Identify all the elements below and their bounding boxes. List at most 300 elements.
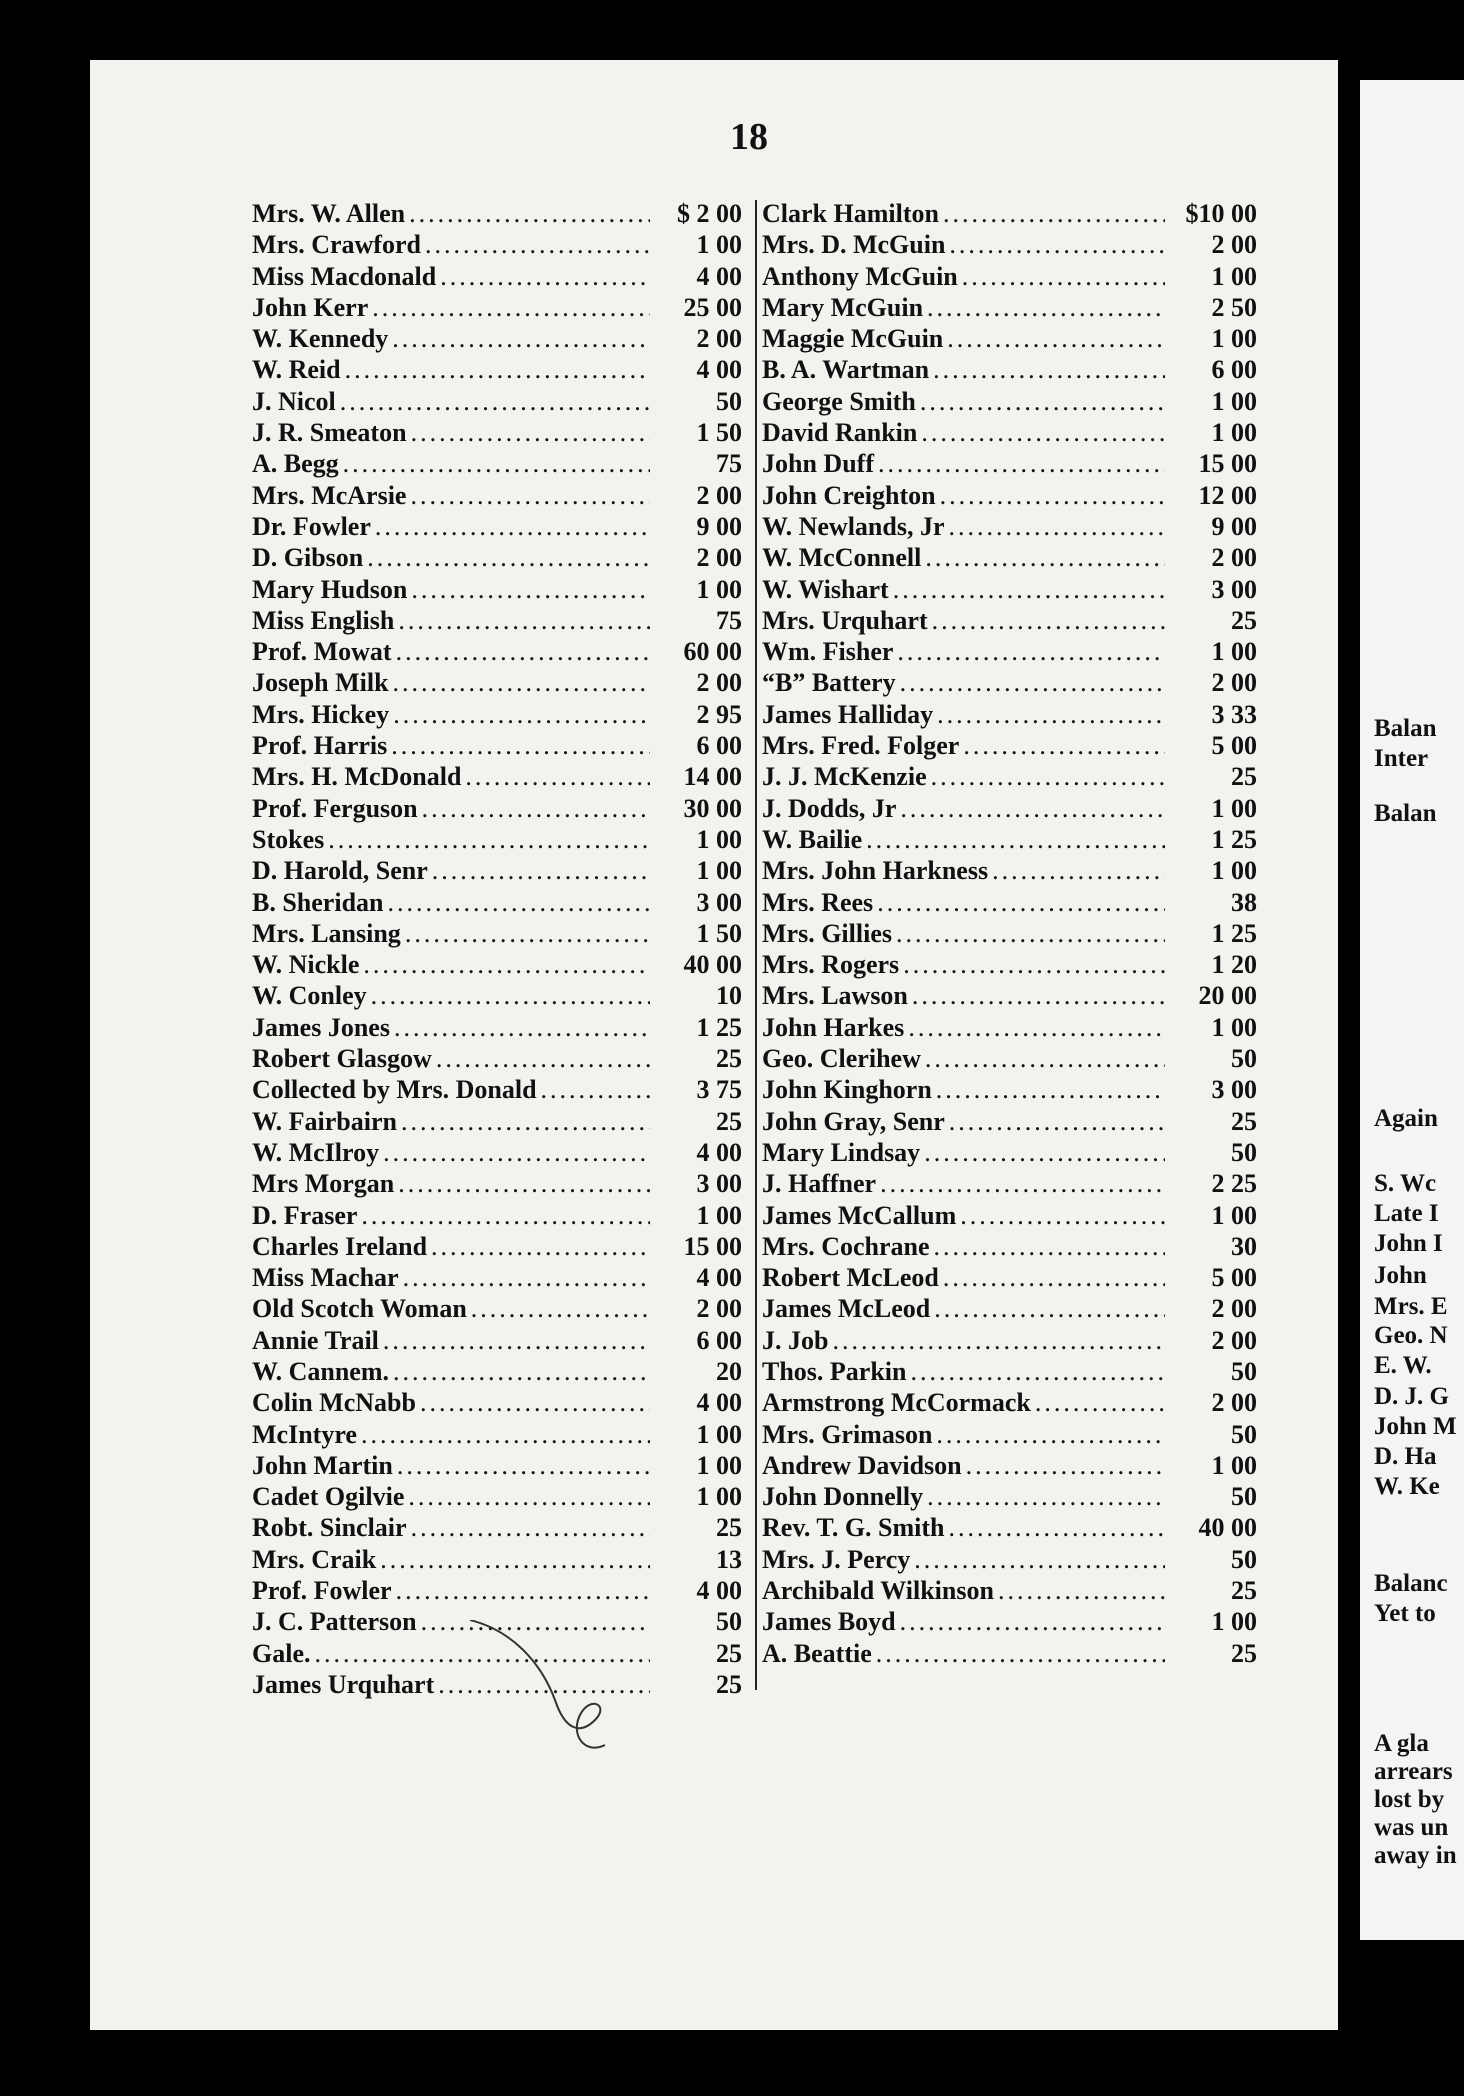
subscription-amount: 3 00 [696, 887, 742, 917]
subscriber-row [762, 1450, 1257, 1481]
dot-leader [943, 1262, 1165, 1293]
subscriber-name: James McLeod [762, 1294, 931, 1324]
subscriber-name: John Kinghorn [762, 1075, 932, 1105]
subscriber-row [762, 1200, 1257, 1231]
dot-leader [911, 1356, 1166, 1387]
subscription-amount: 2 00 [696, 480, 742, 510]
subscription-amount: 40 00 [1198, 1513, 1257, 1543]
subscriber-row [252, 980, 742, 1011]
subscriber-row [762, 511, 1257, 542]
subscription-amount: 4 00 [696, 1576, 742, 1606]
dot-leader [410, 480, 650, 511]
subscription-amount: 30 [1231, 1231, 1257, 1261]
dot-leader [465, 761, 650, 792]
subscriber-row [252, 730, 742, 761]
subscriber-row [762, 574, 1257, 605]
facing-page-text: A gla [1374, 1730, 1429, 1757]
dot-leader [394, 1012, 650, 1043]
subscription-amount: 12 00 [1198, 480, 1257, 510]
subscription-amount: 1 00 [696, 824, 742, 854]
subscriber-name: D. Gibson [252, 543, 364, 573]
dot-leader [383, 1325, 650, 1356]
facing-page-text: Balan [1374, 800, 1437, 827]
subscription-amount: 1 00 [696, 1450, 742, 1480]
subscriber-row [762, 636, 1257, 667]
subscriber-row [252, 1512, 742, 1543]
facing-page-text: S. Wc [1374, 1170, 1437, 1197]
dot-leader [992, 855, 1165, 886]
dot-leader [411, 574, 650, 605]
dot-leader [541, 1074, 650, 1105]
facing-page-text: D. Ha [1374, 1443, 1437, 1470]
subscription-amount: $10 00 [1185, 199, 1257, 228]
dot-leader [328, 824, 650, 855]
subscription-amount: $ 2 00 [677, 199, 742, 228]
dot-leader [912, 980, 1165, 1011]
subscriber-name: Mrs. Rogers [762, 950, 900, 980]
subscription-amount: 1 00 [1211, 1012, 1257, 1042]
subscriber-name: Mrs. Hickey [252, 699, 390, 729]
subscriber-row [762, 1137, 1257, 1168]
subscriber-row [762, 1074, 1257, 1105]
subscriber-name: W. Reid [252, 355, 341, 385]
facing-page-fragment [1360, 80, 1464, 1940]
subscriber-name: John Kerr [252, 292, 369, 322]
subscriber-name: Mrs. H. McDonald [252, 762, 462, 792]
subscription-amount: 5 00 [1211, 1263, 1257, 1293]
subscriber-row [762, 980, 1257, 1011]
subscription-amount: 4 00 [696, 355, 742, 385]
dot-leader [900, 793, 1165, 824]
subscriber-row [762, 1293, 1257, 1324]
dot-leader [924, 1137, 1165, 1168]
subscriber-row [252, 1231, 742, 1262]
dot-leader [401, 1106, 650, 1137]
subscriber-row [762, 855, 1257, 886]
subscriber-name: John Duff [762, 449, 874, 479]
subscriber-row [252, 1262, 742, 1293]
dot-leader [949, 229, 1165, 260]
subscription-amount: 1 00 [696, 574, 742, 604]
dot-leader [403, 1262, 650, 1293]
dot-leader [925, 1043, 1165, 1074]
subscriber-name: J. J. McKenzie [762, 762, 927, 792]
dot-leader [998, 1575, 1165, 1606]
subscriber-name: Prof. Mowat [252, 637, 392, 667]
subscriber-name: Armstrong McCormack [762, 1388, 1031, 1418]
facing-page-text: John I [1374, 1230, 1443, 1257]
left-subscription-column [252, 198, 742, 1700]
dot-leader [396, 636, 650, 667]
subscription-amount: 5 00 [1211, 731, 1257, 761]
subscriber-row [252, 292, 742, 323]
subscription-amount: 2 25 [1211, 1169, 1257, 1199]
subscription-amount: 60 00 [683, 637, 742, 667]
subscriber-name: Cadet Ogilvie [252, 1482, 405, 1512]
facing-page-text: D. J. G [1374, 1383, 1449, 1410]
subscriber-name: W. McIlroy [252, 1137, 380, 1167]
subscriber-name: George Smith [762, 386, 916, 416]
subscription-amount: 15 00 [683, 1231, 742, 1261]
subscriber-name: James McCallum [762, 1200, 957, 1230]
subscriber-name: David Rankin [762, 418, 918, 448]
subscriber-row [762, 949, 1257, 980]
subscriber-name: Mrs. Cochrane [762, 1231, 930, 1261]
facing-page-text: Mrs. E [1374, 1293, 1448, 1320]
dot-leader [933, 354, 1165, 385]
subscription-amount: 10 [716, 981, 742, 1011]
subscription-amount: 3 00 [1211, 574, 1257, 604]
subscriber-name: Mary Hudson [252, 574, 408, 604]
subscription-amount: 2 00 [1211, 668, 1257, 698]
dot-leader [361, 1200, 650, 1231]
subscriber-row [762, 1387, 1257, 1418]
dot-leader [440, 261, 650, 292]
facing-page-text: Yet to [1374, 1600, 1436, 1627]
subscriber-row [252, 855, 742, 886]
subscriber-row [762, 480, 1257, 511]
subscriber-name: Mrs. John Harkness [762, 856, 989, 886]
dot-leader [345, 354, 650, 385]
subscriber-name: “B” Battery [762, 668, 896, 698]
subscriber-name: W. Bailie [762, 824, 863, 854]
dot-leader [934, 1293, 1165, 1324]
subscription-amount: 40 00 [683, 950, 742, 980]
subscriber-row [762, 1419, 1257, 1450]
subscriber-row [762, 1356, 1257, 1387]
subscriber-row [762, 699, 1257, 730]
subscriber-row [762, 1325, 1257, 1356]
dot-leader [832, 1325, 1165, 1356]
subscription-amount: 1 00 [1211, 261, 1257, 291]
subscription-amount: 1 25 [1211, 824, 1257, 854]
dot-leader [411, 417, 650, 448]
dot-leader [937, 699, 1165, 730]
subscription-amount: 1 00 [1211, 856, 1257, 886]
subscription-amount: 14 00 [683, 762, 742, 792]
dot-leader [878, 448, 1165, 479]
subscriber-row [252, 1450, 742, 1481]
subscriber-name: Wm. Fisher [762, 637, 894, 667]
dot-leader [408, 1481, 650, 1512]
subscription-amount: 1 00 [1211, 637, 1257, 667]
dot-leader [363, 949, 650, 980]
subscription-amount: 50 [1231, 1137, 1257, 1167]
facing-page-text: lost by [1374, 1786, 1445, 1813]
dot-leader [343, 448, 650, 479]
subscriber-name: James Jones [252, 1012, 390, 1042]
subscriber-row [762, 1638, 1257, 1669]
dot-leader [388, 887, 651, 918]
subscription-amount: 75 [716, 449, 742, 479]
subscriber-row [252, 229, 742, 260]
subscription-amount: 1 00 [1211, 386, 1257, 416]
subscriber-name: Maggie McGuin [762, 324, 944, 354]
dot-leader [431, 1231, 650, 1262]
subscriber-name: J. Job [762, 1325, 829, 1355]
subscriber-name: Joseph Milk [252, 668, 389, 698]
facing-page-text: John [1374, 1262, 1427, 1289]
subscriber-name: J. Haffner [762, 1169, 877, 1199]
dot-leader [405, 918, 650, 949]
subscriber-row [762, 386, 1257, 417]
subscriber-name: W. Kennedy [252, 324, 389, 354]
subscription-amount: 1 20 [1211, 950, 1257, 980]
subscription-amount: 2 00 [696, 1294, 742, 1324]
subscriber-row [252, 1043, 742, 1074]
dot-leader [903, 949, 1165, 980]
subscriber-row [252, 417, 742, 448]
dot-leader [367, 542, 650, 573]
dot-leader [396, 1575, 650, 1606]
subscription-amount: 13 [716, 1544, 742, 1574]
subscriber-row [252, 511, 742, 542]
subscriber-name: Mrs. Rees [762, 887, 874, 917]
subscription-amount: 1 00 [696, 856, 742, 886]
subscriber-row [252, 699, 742, 730]
dot-leader [897, 636, 1165, 667]
subscriber-row [252, 386, 742, 417]
facing-page-text: Again [1374, 1105, 1438, 1132]
dot-leader [893, 574, 1165, 605]
subscriber-name: Annie Trail [252, 1325, 379, 1355]
dot-leader [411, 1512, 650, 1543]
subscriber-row [252, 1419, 742, 1450]
dot-leader [383, 1137, 650, 1168]
subscriber-row [762, 1512, 1257, 1543]
subscription-amount: 1 25 [1211, 918, 1257, 948]
subscriber-row [252, 1544, 742, 1575]
subscriber-row [252, 887, 742, 918]
subscriber-row [252, 1387, 742, 1418]
subscription-amount: 25 [716, 1669, 742, 1699]
subscription-amount: 2 00 [1211, 230, 1257, 260]
subscription-amount: 2 95 [696, 699, 742, 729]
subscriber-name: Mrs. Gillies [762, 918, 892, 948]
subscription-amount: 4 00 [696, 1388, 742, 1418]
subscriber-row [252, 667, 742, 698]
subscription-amount: 3 75 [696, 1075, 742, 1105]
subscriber-name: James Halliday [762, 699, 934, 729]
dot-leader [947, 323, 1165, 354]
dot-leader [420, 1387, 650, 1418]
subscription-amount: 2 00 [1211, 1294, 1257, 1324]
subscription-amount: 2 50 [1211, 292, 1257, 322]
subscriber-row [252, 1575, 742, 1606]
dot-leader [940, 480, 1165, 511]
subscription-amount: 2 00 [696, 324, 742, 354]
subscriber-row [762, 1168, 1257, 1199]
subscriber-row [252, 323, 742, 354]
subscription-amount: 1 50 [696, 418, 742, 448]
subscriber-name: W. Conley [252, 981, 367, 1011]
facing-page-text: W. Ke [1374, 1473, 1440, 1500]
dot-leader [340, 386, 650, 417]
subscriber-row [252, 761, 742, 792]
subscriber-row [252, 261, 742, 292]
subscription-amount: 30 00 [683, 793, 742, 823]
subscriber-name: John Donnelly [762, 1482, 924, 1512]
subscriber-row [252, 1168, 742, 1199]
dot-leader [393, 667, 650, 698]
subscription-amount: 2 00 [1211, 1388, 1257, 1418]
dot-leader [900, 667, 1165, 698]
dot-leader [393, 699, 650, 730]
subscriber-row [252, 542, 742, 573]
subscriber-name: J. R. Smeaton [252, 418, 407, 448]
subscription-amount: 2 00 [1211, 1325, 1257, 1355]
subscriber-name: Collected by Mrs. Donald [252, 1075, 537, 1105]
subscriber-row [252, 793, 742, 824]
subscriber-name: W. Newlands, Jr [762, 511, 945, 541]
page-gutter [1338, 60, 1362, 2030]
subscription-amount: 4 00 [696, 1137, 742, 1167]
facing-page-text: was un [1374, 1814, 1449, 1841]
dot-leader [380, 1544, 650, 1575]
dot-leader [949, 511, 1165, 542]
subscription-amount: 25 [716, 1638, 742, 1668]
subscriber-row [252, 1137, 742, 1168]
subscription-amount: 1 00 [1211, 324, 1257, 354]
subscriber-name: Dr. Fowler [252, 511, 371, 541]
subscriber-row [762, 1231, 1257, 1262]
subscriber-row [252, 1012, 742, 1043]
facing-page-text: E. W. [1374, 1352, 1432, 1379]
facing-page-text: Balanc [1374, 1570, 1448, 1597]
subscriber-name: Charles Ireland [252, 1231, 428, 1261]
subscription-amount: 1 00 [1211, 1450, 1257, 1480]
facing-page-text: arrears [1374, 1758, 1453, 1785]
subscriber-name: Mrs. Craik [252, 1544, 377, 1574]
dot-leader [392, 323, 650, 354]
subscription-amount: 15 00 [1198, 449, 1257, 479]
subscriber-name: Colin McNabb [252, 1388, 416, 1418]
dot-leader [361, 1419, 650, 1450]
subscriber-name: W. Cannem. [252, 1356, 390, 1386]
subscriber-name: John Gray, Senr [762, 1106, 945, 1136]
subscriber-row [762, 292, 1257, 323]
subscriber-name: D. Harold, Senr [252, 856, 428, 886]
subscription-amount: 1 00 [1211, 1200, 1257, 1230]
subscriber-name: Archibald Wilkinson [762, 1576, 994, 1606]
facing-page-text: John M [1374, 1413, 1457, 1440]
subscriber-name: McIntyre [252, 1419, 357, 1449]
subscription-amount: 25 [716, 1106, 742, 1136]
subscription-amount: 38 [1231, 887, 1257, 917]
subscriber-name: Andrew Davidson [762, 1450, 962, 1480]
dot-leader [425, 229, 650, 260]
subscriber-name: Anthony McGuin [762, 261, 958, 291]
subscription-amount: 25 [716, 1513, 742, 1543]
subscriber-row [252, 918, 742, 949]
dot-leader [393, 1356, 650, 1387]
subscriber-row [762, 1043, 1257, 1074]
subscriber-row [252, 1106, 742, 1137]
facing-page-text: Balan [1374, 715, 1437, 742]
subscriber-name: A. Begg [252, 449, 339, 479]
subscription-amount: 3 00 [1211, 1075, 1257, 1105]
facing-page-text: Inter [1374, 745, 1429, 772]
subscription-amount: 50 [1231, 1544, 1257, 1574]
subscription-amount: 1 00 [1211, 418, 1257, 448]
dot-leader [962, 261, 1165, 292]
subscriber-name: Mrs Morgan [252, 1169, 395, 1199]
subscriber-name: Mrs. Grimason [762, 1419, 933, 1449]
subscriber-name: John Martin [252, 1450, 393, 1480]
subscriber-name: W. Nickle [252, 950, 360, 980]
dot-leader [375, 511, 650, 542]
subscription-amount: 50 [1231, 1044, 1257, 1074]
subscription-amount: 25 [1231, 1106, 1257, 1136]
subscriber-name: Robt. Sinclair [252, 1513, 407, 1543]
subscriber-row [762, 1262, 1257, 1293]
subscription-amount: 9 00 [1211, 511, 1257, 541]
subscription-amount: 1 00 [696, 1200, 742, 1230]
dot-leader [876, 1638, 1165, 1669]
subscription-amount: 50 [1231, 1356, 1257, 1386]
subscriber-name: W. Wishart [762, 574, 889, 604]
subscriber-row [762, 261, 1257, 292]
subscriber-row [252, 1325, 742, 1356]
subscription-amount: 2 00 [696, 543, 742, 573]
subscriber-row [252, 824, 742, 855]
subscription-amount: 25 [716, 1044, 742, 1074]
dot-leader [966, 1450, 1165, 1481]
subscription-amount: 20 [716, 1356, 742, 1386]
subscriber-name: Mrs. Lansing [252, 918, 401, 948]
dot-leader [960, 1200, 1165, 1231]
subscriber-name: A. Beattie [762, 1638, 872, 1668]
subscription-amount: 6 00 [696, 1325, 742, 1355]
subscriber-name: B. Sheridan [252, 887, 384, 917]
subscriber-name: Miss English [252, 605, 395, 635]
subscriber-name: James Boyd [762, 1607, 896, 1637]
subscriber-name: Stokes [252, 824, 325, 854]
subscriber-name: Robert McLeod [762, 1263, 939, 1293]
subscriber-name: Mary Lindsay [762, 1137, 921, 1167]
subscriber-name: J. Nicol [252, 386, 336, 416]
subscriber-name: John Creighton [762, 480, 936, 510]
subscriber-name: Clark Hamilton [762, 199, 939, 228]
subscriber-row [252, 574, 742, 605]
subscription-amount: 3 33 [1211, 699, 1257, 729]
subscriber-row [762, 1481, 1257, 1512]
subscriber-row [252, 198, 742, 229]
subscriber-name: W. McConnell [762, 543, 922, 573]
dot-leader [397, 1450, 650, 1481]
subscriber-row [252, 636, 742, 667]
dot-leader [936, 1419, 1165, 1450]
dot-leader [920, 386, 1165, 417]
subscriber-name: Geo. Clerihew [762, 1044, 921, 1074]
subscriber-name: Prof. Fowler [252, 1576, 392, 1606]
subscription-amount: 3 00 [696, 1169, 742, 1199]
subscriber-name: Mrs. McArsie [252, 480, 407, 510]
subscriber-row [762, 667, 1257, 698]
subscriber-row [762, 229, 1257, 260]
subscriber-row [252, 480, 742, 511]
subscriber-row [762, 793, 1257, 824]
subscriber-row [252, 949, 742, 980]
subscriber-row [762, 887, 1257, 918]
dot-leader [921, 417, 1165, 448]
subscriber-name: Mrs. J. Percy [762, 1544, 911, 1574]
subscriber-name: Prof. Ferguson [252, 793, 418, 823]
subscriber-name: Mrs. Fred. Folger [762, 731, 960, 761]
subscription-amount: 20 00 [1198, 981, 1257, 1011]
subscription-amount: 6 00 [1211, 355, 1257, 385]
subscriber-row [762, 761, 1257, 792]
